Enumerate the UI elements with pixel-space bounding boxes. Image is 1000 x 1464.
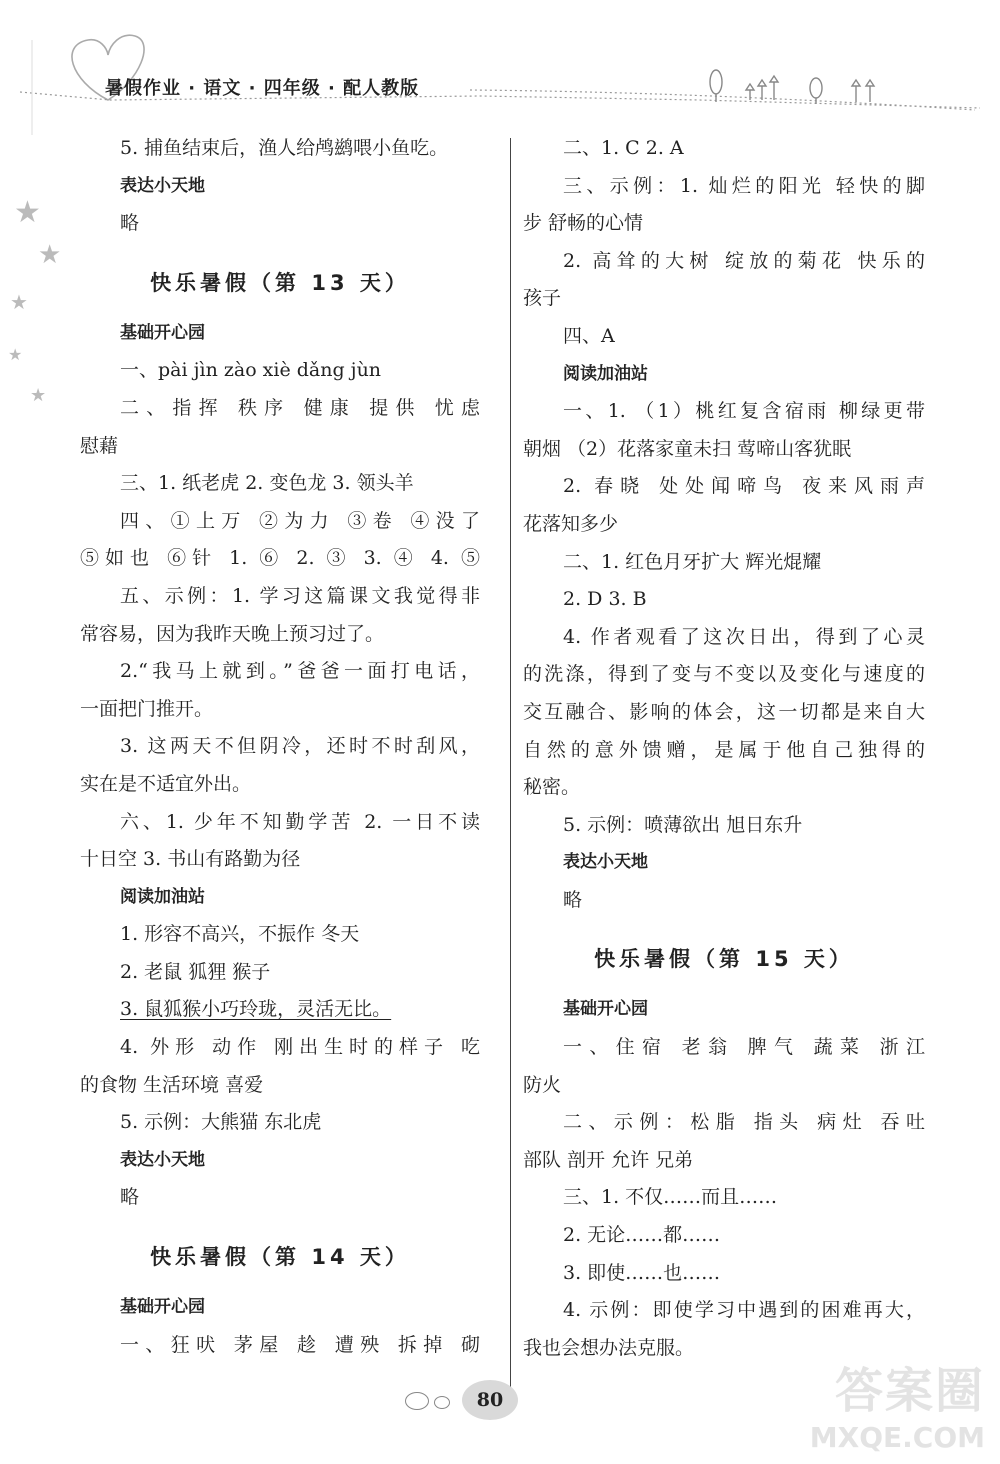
text-line: 2. 老鼠 狐狸 猴子 xyxy=(120,960,271,983)
watermark xyxy=(810,1352,985,1454)
right-column xyxy=(523,130,925,1367)
text-line: 2. 春晓 处处闻啼鸟 夜来风雨声 xyxy=(563,475,925,498)
text-line: 一、1. （1）桃红复含宿雨 柳绿更带 xyxy=(563,400,925,423)
text-line: 步 舒畅的心情 xyxy=(523,212,644,235)
header-decoration xyxy=(0,0,1000,135)
text-line: 略 xyxy=(120,1186,140,1209)
text-line: 的食物 生活环境 喜爱 xyxy=(80,1073,264,1096)
text-line: ⑤如也 ⑥针 1. ⑥ 2. ③ 3. ④ 4. ⑤ xyxy=(80,547,480,570)
text-line: 3. 这两天不但阴冷，还时不时刮风， xyxy=(120,735,480,758)
page-number: 80 xyxy=(462,1380,518,1420)
text-line: 六、1. 少年不知勤学苦 2. 一日不读 xyxy=(120,810,480,833)
text-line: 三、示例：1. 灿烂的阳光 轻快的脚 xyxy=(563,174,925,197)
text-line: 四、A xyxy=(563,324,615,347)
text-line: 自然的意外馈赠，是属于他自己独得的 xyxy=(523,738,925,761)
section-heading: 基础开心园 xyxy=(120,322,205,343)
underlined-text: 3. 鼠狐猴小巧玲珑，灵活无比。 xyxy=(120,998,392,1021)
circle-decoration xyxy=(405,1392,429,1410)
text-line: 二、示例：松脂 指头 病灶 吞吐 xyxy=(563,1111,925,1134)
text-line: 常容易，因为我昨天晚上预习过了。 xyxy=(80,622,385,645)
text-line: 一、pài jìn zào xiè dǎng jùn xyxy=(120,359,382,382)
star-icon: ★ xyxy=(38,240,62,270)
text-line: 5. 示例：喷薄欲出 旭日东升 xyxy=(563,813,803,836)
section-heading: 表达小天地 xyxy=(563,852,648,873)
text-line: 2. 无论……都…… xyxy=(563,1224,721,1247)
section-heading: 表达小天地 xyxy=(120,1149,205,1170)
text-line: 三、1. 不仅……而且…… xyxy=(563,1186,778,1209)
text-line: 3. 即使……也…… xyxy=(563,1261,721,1284)
text-line: 的洗涤，得到了变与不变以及变化与速度的 xyxy=(523,663,925,686)
text-line: 2.“我马上就到。”爸爸一面打电话， xyxy=(120,660,480,683)
text-line: 三、1. 纸老虎 2. 变色龙 3. 领头羊 xyxy=(120,472,414,495)
text-line: 一、住宿 老翁 脾气 蔬菜 浙江 xyxy=(563,1036,925,1059)
section-heading: 基础开心园 xyxy=(120,1297,205,1318)
text-line: 部队 剖开 允许 兄弟 xyxy=(523,1148,694,1171)
text-line: 防火 xyxy=(523,1073,562,1096)
text-line: 五、示例：1. 学习这篇课文我觉得非 xyxy=(120,584,480,607)
text-line: 2. D 3. B xyxy=(563,588,647,611)
text-line: 二、1. 红色月牙扩大 辉光焜耀 xyxy=(563,550,822,573)
day-title: 快乐暑假（第 14 天） xyxy=(150,1245,410,1270)
section-heading: 表达小天地 xyxy=(120,175,205,196)
text-line: 四、①上万 ②为力 ③卷 ④没了 xyxy=(120,509,480,532)
text-line: 花落知多少 xyxy=(523,512,619,535)
text-line: 4. 示例：即使学习中遇到的困难再大， xyxy=(563,1299,925,1322)
text-line: 慰藉 xyxy=(80,434,119,457)
text-line: 二、指挥 秩序 健康 提供 忧虑 xyxy=(120,396,480,419)
page-header xyxy=(0,0,1000,135)
star-icon: ★ xyxy=(30,385,47,406)
text-line: 十日空 3. 书山有路勤为径 xyxy=(80,848,301,871)
text-line: 5. 捕鱼结束后，渔人给鸬鹚喂小鱼吃。 xyxy=(120,137,449,159)
text-line: 交互融合、影响的体会，这一切都是来自大 xyxy=(523,700,925,723)
text-line: 我也会想办法克服。 xyxy=(523,1336,695,1359)
star-icon: ★ xyxy=(8,345,23,364)
text-line: 略 xyxy=(120,212,140,235)
star-icon: ★ xyxy=(14,195,41,230)
watermark-cn: 答案圈 xyxy=(834,1363,985,1419)
text-line: 实在是不适宜外出。 xyxy=(80,772,252,795)
underlined-line xyxy=(80,991,480,1029)
text-line: 孩子 xyxy=(523,287,562,310)
text-line: 一、狂吠 茅屋 趁 遭殃 拆掉 砌 xyxy=(120,1333,480,1356)
day-title: 快乐暑假（第 15 天） xyxy=(594,947,854,972)
text-line: 一面把门推开。 xyxy=(80,697,214,720)
text-line: 4. 作者观看了这次日出，得到了心灵 xyxy=(563,625,925,648)
section-heading: 阅读加油站 xyxy=(120,886,205,907)
watermark-en: MXQE.COM xyxy=(809,1421,985,1454)
circle-decoration xyxy=(434,1396,450,1409)
left-column xyxy=(80,130,480,1364)
header-title: 暑假作业 · 语文 · 四年级 · 配人教版 xyxy=(105,78,420,99)
section-heading: 阅读加油站 xyxy=(563,363,648,384)
text-line: 1. 形容不高兴，不振作 冬天 xyxy=(120,923,360,946)
day-title: 快乐暑假（第 13 天） xyxy=(150,270,410,295)
text-line: 秘密。 xyxy=(523,776,581,799)
text-line: 4. 外形 动作 刚出生时的样子 吃 xyxy=(120,1036,480,1059)
text-line: 5. 示例：大熊猫 东北虎 xyxy=(120,1111,322,1134)
text-line: 略 xyxy=(563,888,583,911)
star-icon: ★ xyxy=(10,290,28,314)
column-divider xyxy=(510,138,511,1388)
text-line: 2. 高耸的大树 绽放的菊花 快乐的 xyxy=(563,249,925,272)
text-line: 朝烟 （2）花落家童未扫 莺啼山客犹眠 xyxy=(523,437,852,460)
section-heading: 基础开心园 xyxy=(563,999,648,1020)
text-line: 二、1. C 2. A xyxy=(563,137,684,159)
